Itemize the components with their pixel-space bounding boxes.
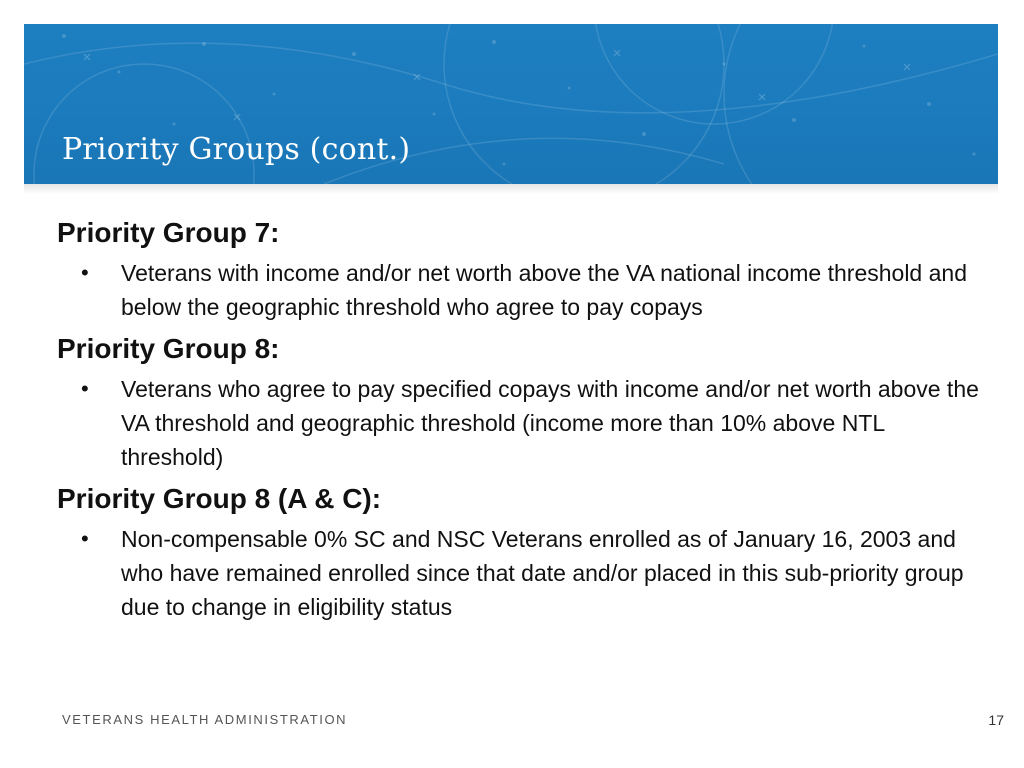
footer-organization: VETERANS HEALTH ADMINISTRATION <box>62 712 348 727</box>
bullet-icon: • <box>81 526 89 551</box>
bullet-item <box>57 256 987 324</box>
priority-group-7-section <box>57 214 987 324</box>
slide-title: Priority Groups (cont.) <box>62 132 411 167</box>
priority-group-8-section <box>57 330 987 474</box>
priority-group-8ac-section <box>57 480 987 624</box>
page-number: 17 <box>988 712 1004 728</box>
bullet-text: Non-compensable 0% SC and NSC Veterans enrolled as of January 16, 2003 and who have remained enrolled since that date and/or placed in this sub-priority group due to change in eligibility status <box>121 526 964 620</box>
slide-content <box>57 214 987 630</box>
group-heading: Priority Group 8 (A & C): <box>57 483 382 514</box>
bullet-text: Veterans with income and/or net worth above the VA national income threshold and below the geographic threshold who agree to pay copays <box>121 260 967 320</box>
bullet-item <box>57 522 987 624</box>
bullet-list <box>57 522 987 624</box>
title-banner <box>24 24 998 184</box>
group-heading: Priority Group 8: <box>57 333 280 364</box>
bullet-item <box>57 372 987 474</box>
bullet-icon: • <box>81 376 89 401</box>
bullet-list <box>57 372 987 474</box>
group-heading: Priority Group 7: <box>57 217 280 248</box>
bullet-icon: • <box>81 260 89 285</box>
bullet-list <box>57 256 987 324</box>
banner-shadow <box>24 184 998 194</box>
bullet-text: Veterans who agree to pay specified copays with income and/or net worth above the VA threshold and geographic threshold (income more than 10% above NTL threshold) <box>121 376 979 470</box>
